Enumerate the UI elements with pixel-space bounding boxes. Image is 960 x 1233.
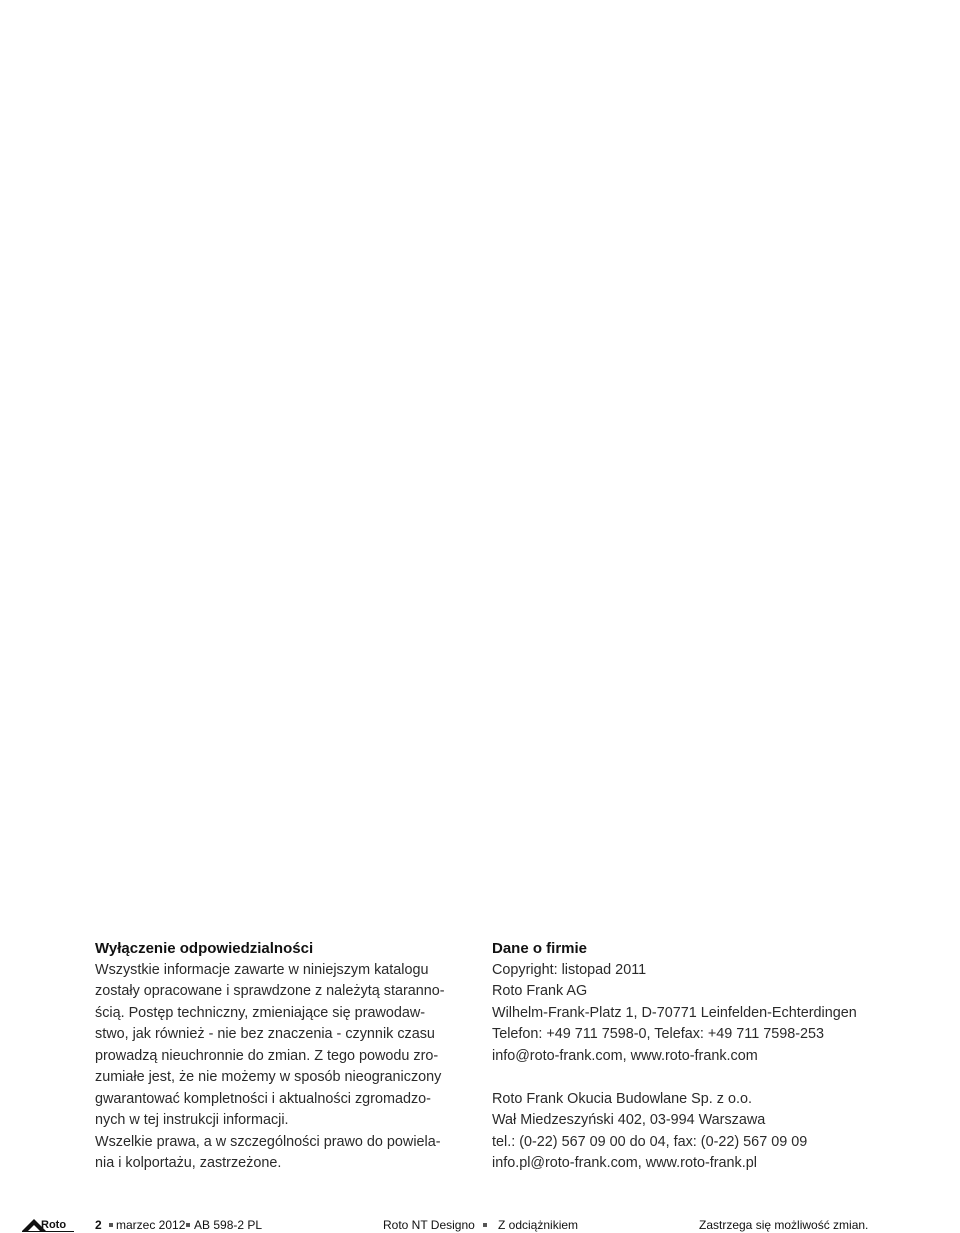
company-section	[492, 938, 922, 1175]
spacer	[492, 1067, 922, 1089]
doc-code: AB 598-2 PL	[194, 1218, 263, 1232]
subsidiary-contact-links: info.pl@roto-frank.com, www.roto-frank.pl	[492, 1155, 757, 1171]
footer-date: marzec 2012	[116, 1218, 186, 1232]
subsidiary-address: Wał Miedzeszyński 402, 03-994 Warszawa	[492, 1112, 766, 1128]
company-title: Dane o firmie	[492, 940, 588, 957]
disclaimer-line: nych w tej instrukcji informacji.	[95, 1112, 289, 1128]
disclaimer-line: Wszelkie prawa, a w szczególności prawo do powiela-	[95, 1133, 441, 1150]
square-bullet-icon	[478, 1218, 492, 1232]
square-bullet-icon	[181, 1218, 195, 1232]
disclaimer-line: nia i kolportażu, zastrzeżone.	[95, 1155, 282, 1171]
company-address: Wilhelm-Frank-Platz 1, D-70771 Leinfelden-Echterdingen	[492, 1004, 857, 1021]
disclaimer-line: ścią. Postęp techniczny, zmieniające się prawodaw-	[95, 1004, 426, 1021]
page-footer	[0, 1208, 960, 1233]
disclaimer-title: Wyłączenie odpowiedzialności	[95, 940, 314, 957]
disclaimer-line: Wszystkie informacje zawarte w niniejszym katalogu	[95, 961, 429, 978]
disclaimer-line: zumiałe jest, że nie możemy w sposób nieograniczony	[95, 1069, 442, 1085]
disclaimer-line: gwarantować kompletności i aktualności zgromadzo-	[95, 1090, 431, 1107]
logo-text: Roto	[41, 1219, 67, 1231]
disclaimer-line: prowadzą nieuchronnie do zmian. Z tego powodu zro-	[95, 1047, 439, 1064]
disclaimer-line: zostały opracowane i sprawdzone z należytą staranno-	[95, 983, 445, 999]
subsidiary-phone: tel.: (0-22) 567 09 00 do 04, fax: (0-22) 567 09 09	[492, 1133, 808, 1150]
change-notice: Zastrzega się możliwość zmian.	[699, 1218, 869, 1232]
product-subtitle: Z odciążnikiem	[498, 1218, 579, 1232]
disclaimer-line: stwo, jak również - nie bez znaczenia - czynnik czasu	[95, 1026, 435, 1042]
company-contact-links: info@roto-frank.com, www.roto-frank.com	[492, 1047, 758, 1064]
subsidiary-name: Roto Frank Okucia Budowlane Sp. z o.o.	[492, 1090, 752, 1107]
disclaimer-section	[95, 938, 465, 1175]
product-name: Roto NT Designo	[383, 1218, 475, 1232]
company-phone: Telefon: +49 711 7598-0, Telefax: +49 711 7598-253	[492, 1026, 825, 1042]
company-name: Roto Frank AG	[492, 983, 588, 999]
copyright-line: Copyright: listopad 2011	[492, 961, 647, 978]
page-number: 2	[95, 1218, 102, 1232]
